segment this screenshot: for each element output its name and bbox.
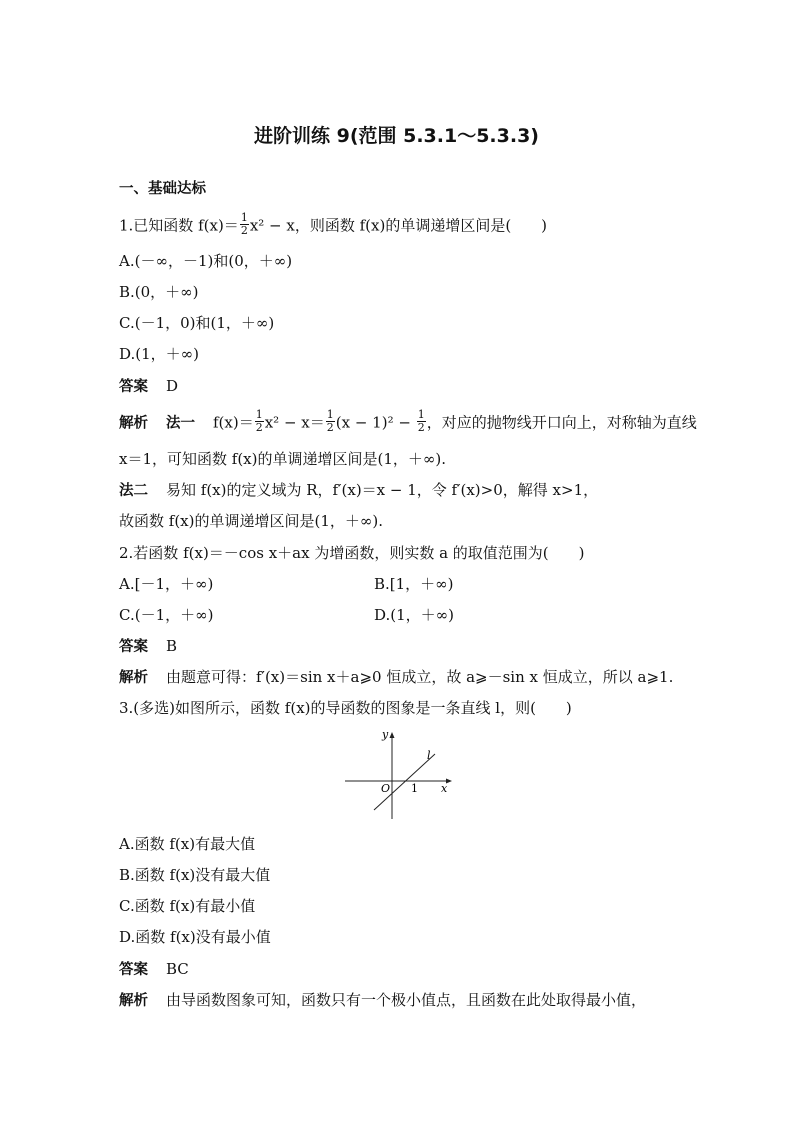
q1-sol1-frac2 bbox=[326, 409, 335, 434]
q1-sol1-frac1-den: 2 bbox=[255, 421, 263, 434]
q1-analysis-line3 bbox=[119, 481, 598, 500]
q3-answer-label: 答案 bbox=[119, 962, 148, 978]
q3-analysis bbox=[119, 991, 646, 1010]
question-2-stem: 2.若函数 f(x)＝－cos x＋ax 为增函数，则实数 a 的取值范围为( ) bbox=[119, 544, 585, 562]
q1-analysis-label: 解析 bbox=[119, 415, 148, 432]
x-axis-label: x bbox=[441, 782, 448, 795]
tick-label-1: 1 bbox=[411, 782, 418, 795]
q2-answer bbox=[119, 637, 177, 656]
q1-method-2: 法二 bbox=[119, 483, 148, 499]
q3-option-c[interactable]: C.函数 f(x)有最小值 bbox=[119, 897, 256, 915]
q2-analysis-label: 解析 bbox=[119, 670, 148, 686]
q3-derivative-figure bbox=[340, 726, 460, 826]
q1-fraction bbox=[240, 212, 249, 237]
q1-analysis-line4: 故函数 f(x)的单调递增区间是(1，＋∞). bbox=[119, 512, 383, 530]
q1-answer-label: 答案 bbox=[119, 379, 148, 395]
line-label: l bbox=[427, 749, 431, 762]
q1-sol1-c: (x − 1)² − bbox=[335, 413, 416, 432]
question-3-stem: 3.(多选)如图所示，函数 f(x)的导函数的图象是一条直线 l，则( ) bbox=[119, 699, 572, 717]
q1-analysis-line1 bbox=[119, 408, 697, 436]
q1-sol1-frac3-den: 2 bbox=[417, 421, 425, 434]
q1-sol1-frac1-num: 1 bbox=[255, 408, 263, 421]
y-axis-arrow bbox=[390, 732, 395, 738]
q1-method-1: 法一 bbox=[166, 415, 195, 432]
q1-stem-tail: x² − x，则函数 f(x)的单调递增区间是( ) bbox=[249, 216, 548, 235]
q2-answer-label: 答案 bbox=[119, 639, 148, 655]
y-axis-label: y bbox=[382, 728, 389, 741]
q1-stem-prefix: 1.已知函数 bbox=[119, 216, 199, 235]
q3-analysis-label: 解析 bbox=[119, 993, 148, 1009]
q3-answer-value: BC bbox=[166, 960, 189, 978]
q3-option-b[interactable]: B.函数 f(x)没有最大值 bbox=[119, 866, 271, 884]
q1-sol1-frac3-num: 1 bbox=[417, 408, 425, 421]
q3-analysis-text: 由导函数图象可知，函数只有一个极小值点，且函数在此处取得最小值， bbox=[166, 991, 647, 1009]
q3-option-d[interactable]: D.函数 f(x)没有最小值 bbox=[119, 928, 271, 946]
q2-option-d[interactable]: D.(1，＋∞) bbox=[374, 606, 455, 624]
q2-answer-value: B bbox=[166, 637, 178, 655]
q1-frac-denominator: 2 bbox=[240, 224, 248, 237]
q1-option-b[interactable]: B.(0，＋∞) bbox=[119, 283, 199, 301]
q1-option-d[interactable]: D.(1，＋∞) bbox=[119, 345, 200, 363]
q1-sol2-line1: 易知 f(x)的定义域为 R，f′(x)＝x − 1，令 f′(x)>0，解得 x>1， bbox=[166, 481, 599, 499]
q2-analysis bbox=[119, 668, 673, 687]
q1-fx: f(x)＝ bbox=[198, 216, 239, 235]
q2-option-c[interactable]: C.(－1，＋∞) bbox=[119, 606, 214, 624]
origin-label: O bbox=[381, 782, 391, 795]
q1-answer bbox=[119, 377, 178, 396]
q2-analysis-text: 由题意可得：f′(x)＝sin x＋a⩾0 恒成立，故 a⩾－sin x 恒成立，所以 a⩾1. bbox=[166, 668, 674, 686]
section-heading: 一、基础达标 bbox=[119, 181, 206, 197]
q1-sol1-frac2-num: 1 bbox=[326, 408, 334, 421]
q1-sol1-frac2-den: 2 bbox=[326, 421, 334, 434]
q2-option-a[interactable]: A.[－1，＋∞) bbox=[119, 575, 214, 593]
q1-option-c[interactable]: C.(－1，0)和(1，＋∞) bbox=[119, 314, 275, 332]
question-1-stem bbox=[119, 211, 548, 239]
q1-sol1-frac3 bbox=[417, 409, 426, 434]
q1-sol1-frac1 bbox=[255, 409, 264, 434]
q3-option-a[interactable]: A.函数 f(x)有最大值 bbox=[119, 835, 256, 853]
q1-sol1-b: x² − x＝ bbox=[264, 413, 325, 432]
q1-sol1-a: f(x)＝ bbox=[213, 413, 254, 432]
q1-option-a[interactable]: A.(－∞，－1)和(0，＋∞) bbox=[119, 252, 293, 270]
q1-analysis-line2: x＝1，可知函数 f(x)的单调递增区间是(1，＋∞). bbox=[119, 450, 446, 468]
q1-frac-numerator: 1 bbox=[240, 211, 248, 224]
page-title: 进阶训练 9(范围 5.3.1～5.3.3) bbox=[253, 125, 539, 147]
q1-answer-value: D bbox=[166, 377, 179, 395]
q2-option-b[interactable]: B.[1，＋∞) bbox=[374, 575, 454, 593]
q1-sol1-d: ，对应的抛物线开口向上，对称轴为直线 bbox=[426, 413, 697, 432]
q3-answer bbox=[119, 960, 189, 979]
